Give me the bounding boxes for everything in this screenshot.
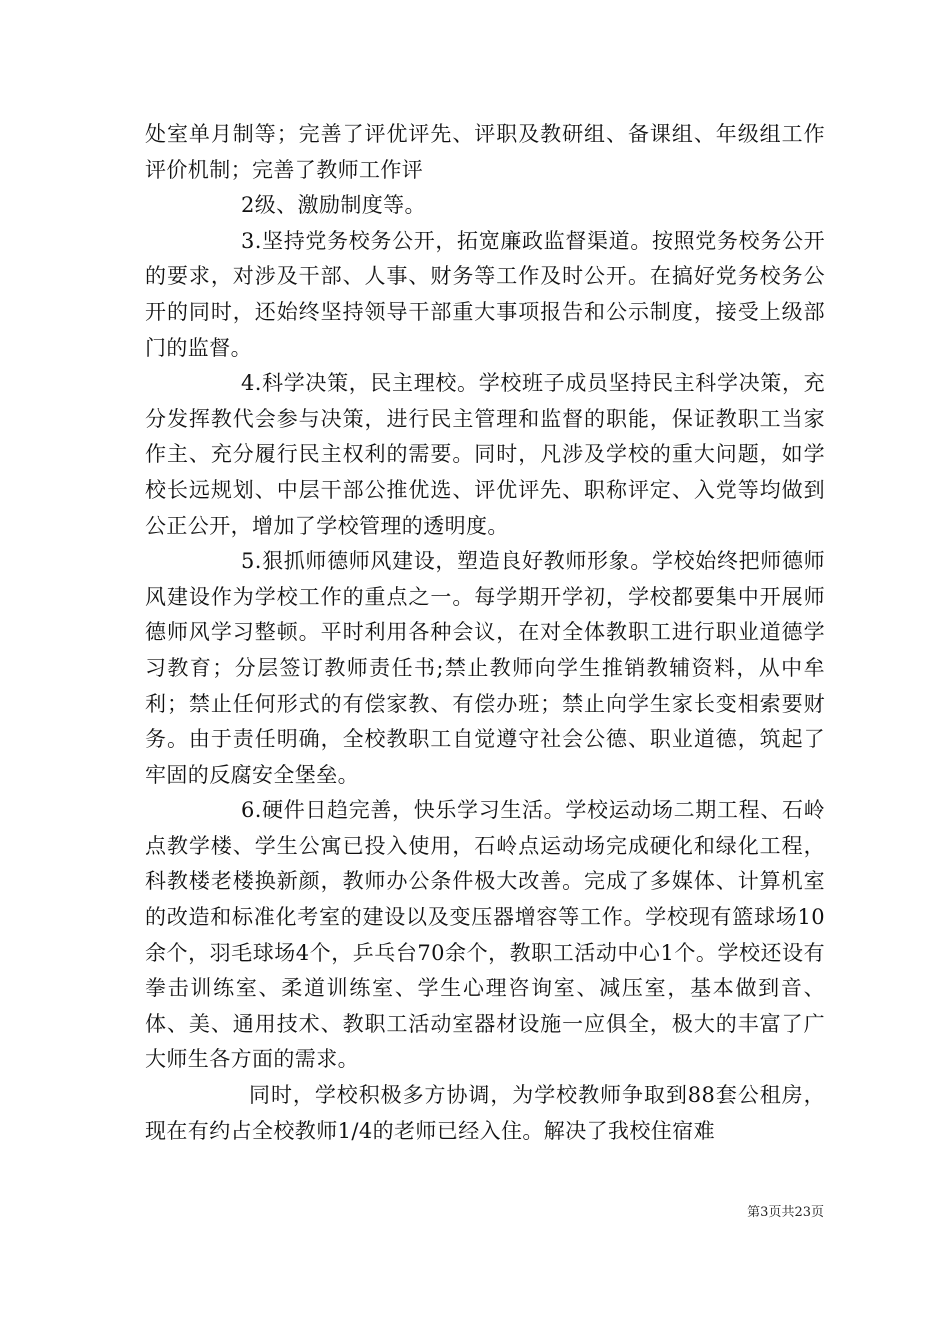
paragraph-4: 4.科学决策，民主理校。学校班子成员坚持民主科学决策，充分发挥教代会参与决策，进行民主管理和监督的职能，保证教职工当家作主、充分履行民主权利的需要。同时，凡涉及学校的重大问题，如学校长远规划、中层干部公推优选、评优评先、职称评定、入党等均做到公正公开，增加了学校管理的透明度。 <box>145 371 825 538</box>
page-number-footer: 第3页共23页 <box>747 1205 824 1220</box>
paragraph-5: 5.狠抓师德师风建设，塑造良好教师形象。学校始终把师德师风建设作为学校工作的重点之一。每学期开学初，学校都要集中开展师德师风学习整顿。平时利用各种会议，在对全体教职工进行职业道德学习教育；分层签订教师责任书;禁止教师向学生推销教辅资料，从中牟利；禁止任何形式的有偿家教、有偿办班；禁止向学生家长变相索要财务。由于责任明确，全校教职工自觉遵守社会公德、职业道德，筑起了牢固的反腐安全堡垒。 <box>145 549 825 787</box>
paragraph-3: 3.坚持党务校务公开，拓宽廉政监督渠道。按照党务校务公开的要求，对涉及干部、人事、财务等工作及时公开。在搞好党务校务公开的同时，还始终坚持领导干部重大事项报告和公示制度，接受上级部门的监督。 <box>145 228 825 360</box>
paragraph-1: 处室单月制等；完善了评优评先、评职及教研组、备课组、年级组工作评价机制；完善了教师工作评 <box>145 122 825 182</box>
paragraph-6: 6.硬件日趋完善，快乐学习生活。学校运动场二期工程、石岭点教学楼、学生公寓已投入使用，石岭点运动场完成硬化和绿化工程，科教楼老楼换新颜，教师办公条件极大改善。完成了多媒体、计算机室的改造和标准化考室的建设以及变压器增容等工作。学校现有篮球场10余个，羽毛球场4个，乒乓台70余个，教职工活动中心1个。学校还设有拳击训练室、柔道训练室、学生心理咨询室、减压室，基本做到音、体、美、通用技术、教职工活动室器材设施一应俱全，极大的丰富了广大师生各方面的需求。 <box>145 798 825 1072</box>
paragraph-7: 同时，学校积极多方协调，为学校教师争取到88套公租房，现在有约占全校教师1/4的老师已经入住。解决了我校住宿难 <box>145 1083 825 1143</box>
paragraph-2: 2级、激励制度等。 <box>241 193 426 218</box>
document-body <box>145 117 825 1149</box>
